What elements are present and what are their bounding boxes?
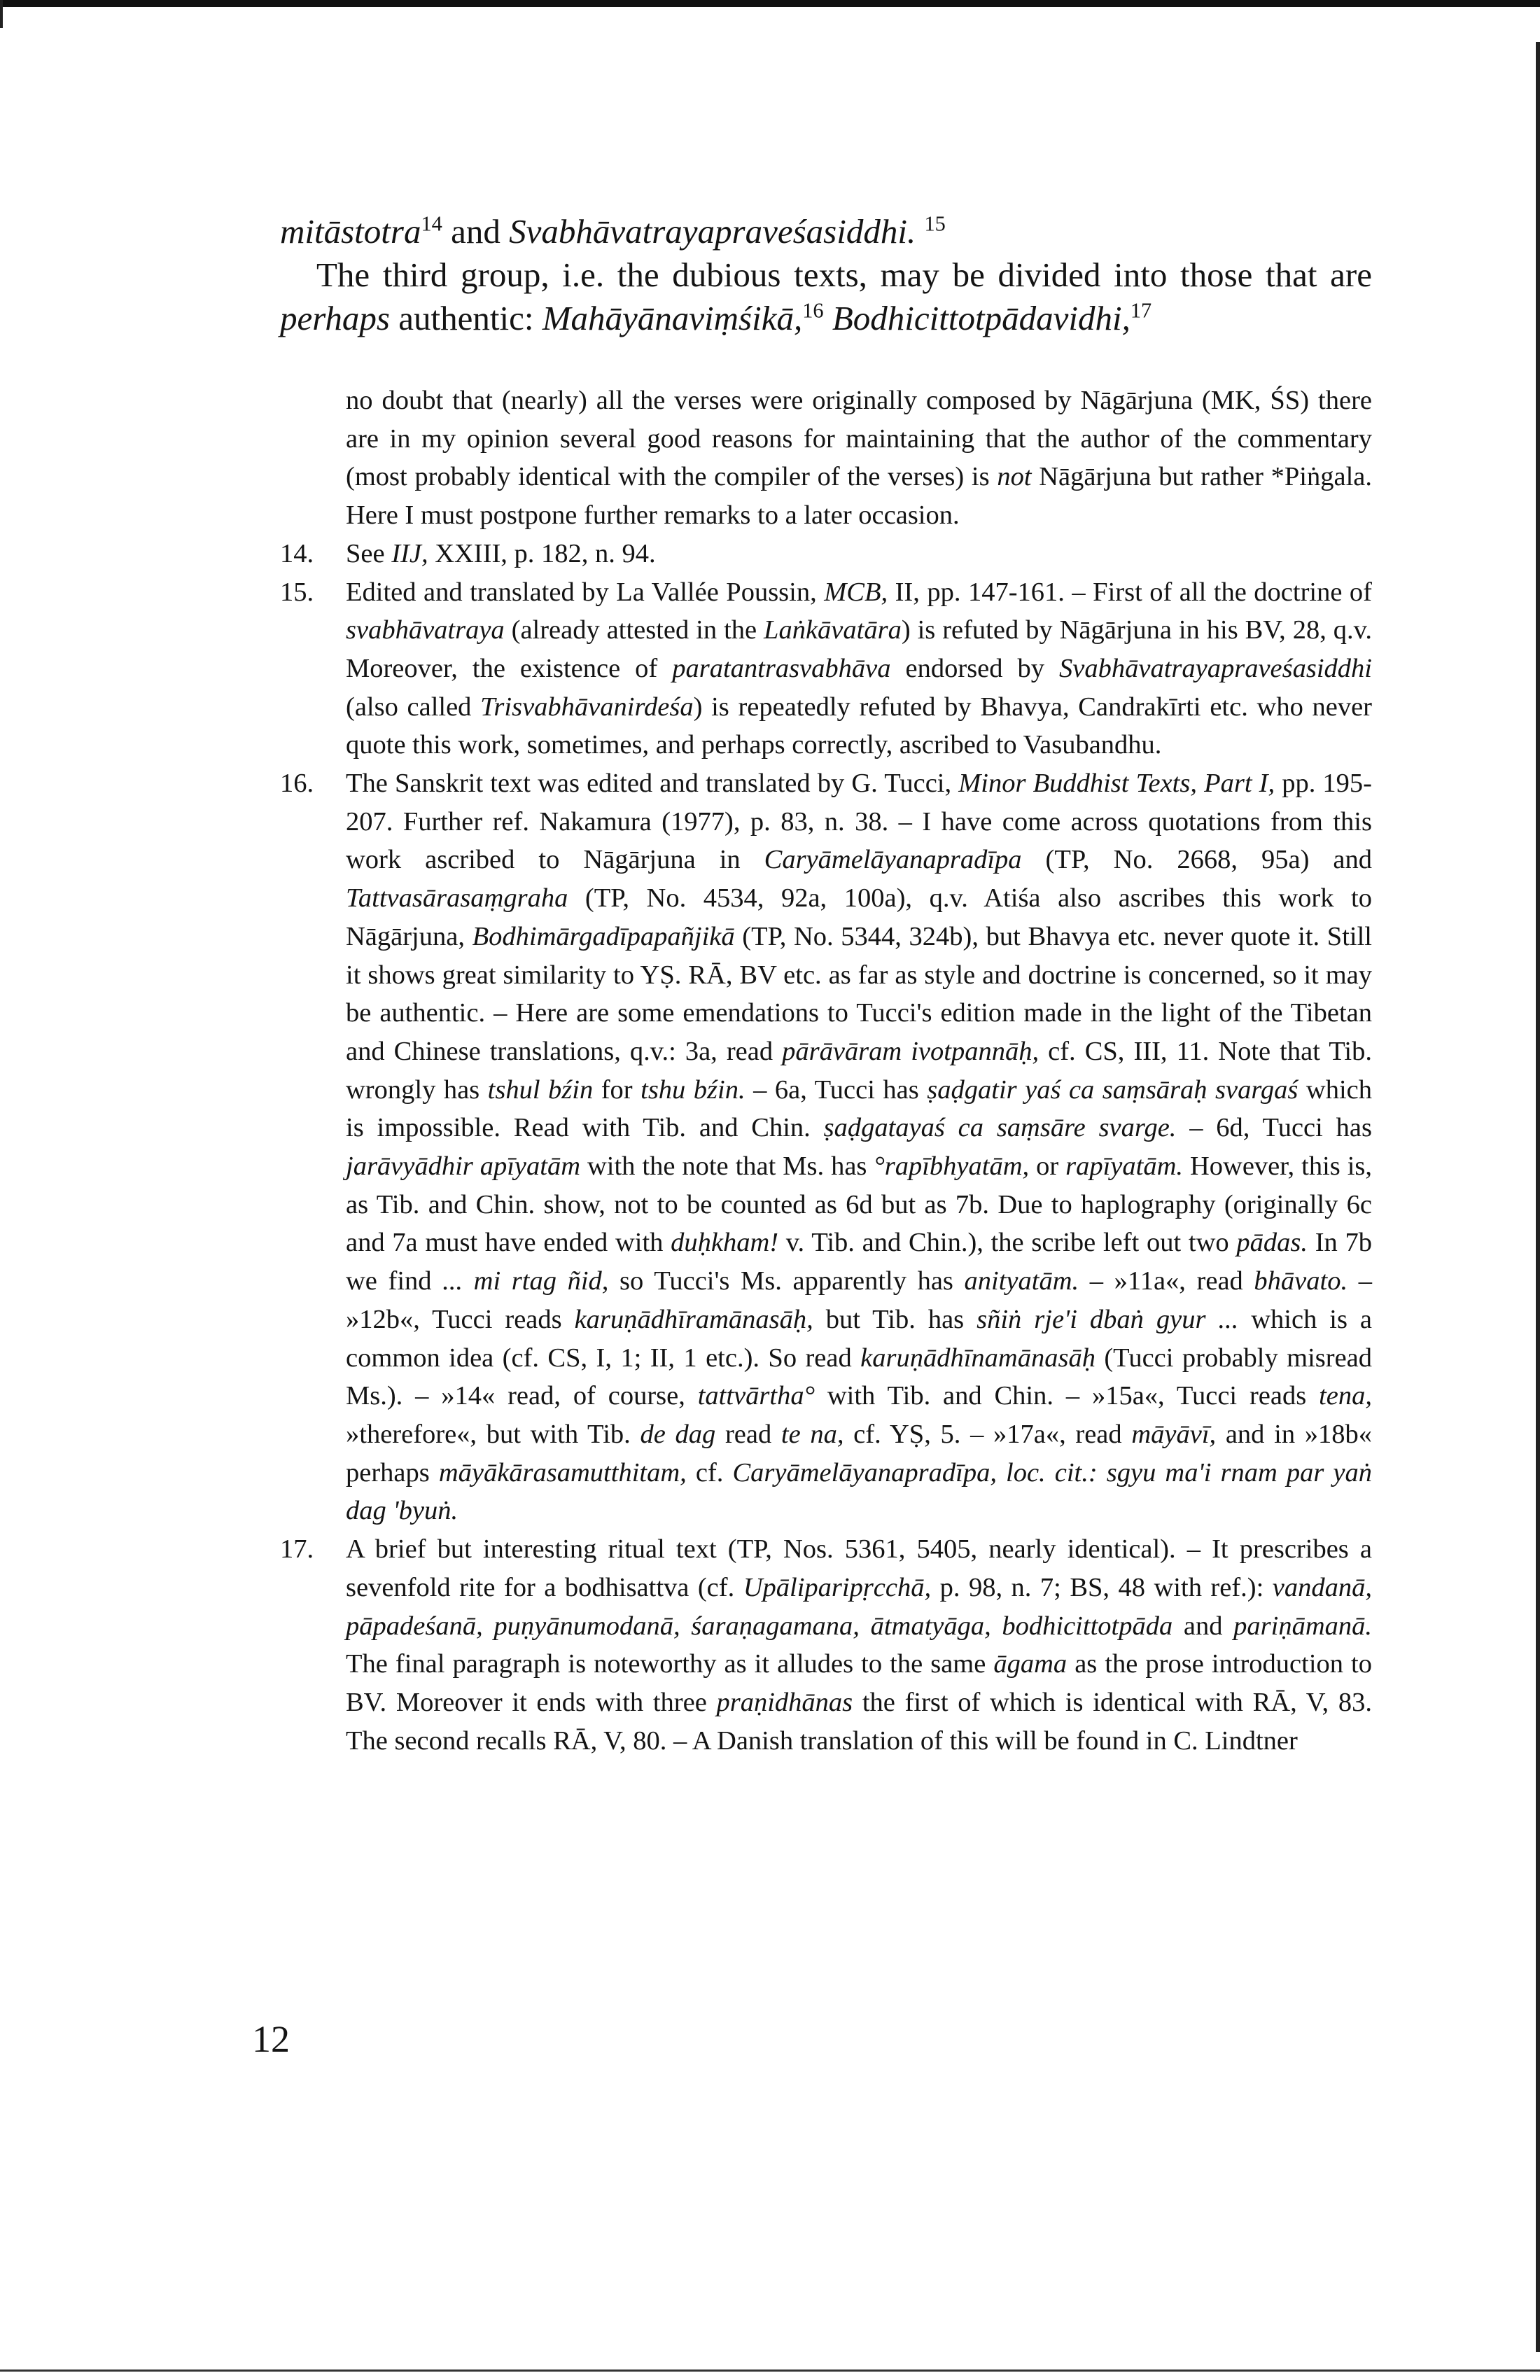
text-run: endorsed by [890, 653, 1060, 683]
text-run: However, this is, as Tib. and Chin. show, not to be counted as 6d but as 7b. Due to haplography (originally 6c and 7a must have ended with [346, 1152, 1372, 1258]
italic-text: bhāvato. [1254, 1266, 1348, 1296]
footnote-continuation [346, 382, 1372, 535]
italic-text: Minor Buddhist Texts, Part I, [958, 769, 1275, 799]
italic-text: sñiṅ rje'i dbaṅ gyur ... [976, 1304, 1239, 1334]
text-run: ) is repeatedly refuted by Bhavya, Candrakīrti etc. who never quote this work, sometimes, and perhaps correctly, ascribed to Vasubandhu. [346, 692, 1373, 760]
italic-text: MCB, [824, 577, 888, 607]
text-run: (TP, No. 5344, 324b), but Bhavya etc. never quote it. Still it shows great similarity to YṢ. RĀ, BV etc. as far as style and doctrine is concerned, so it may be authentic. – Here are some emendations to Tucci's edition made in the light of the Tibetan and Chinese translations, q.v.: 3a, read [346, 921, 1373, 1066]
main-text [280, 210, 1372, 340]
italic-text: Caryāmelāyanapradīpa, loc. cit.: sgyu ma'i rnam par yaṅ dag 'byuṅ. [346, 1457, 1372, 1526]
italic-text: mitāstotra [280, 212, 421, 251]
footnote-text [346, 539, 656, 568]
italic-text: Svabhāvatrayapraveśasiddhi [1059, 653, 1372, 683]
main-paragraph-2 [280, 253, 1372, 340]
text-run: Edited and translated by La Vallée Poussin, [346, 577, 825, 607]
italic-text: rapīyatām. [1065, 1152, 1184, 1182]
italic-text: anityatām. [964, 1266, 1079, 1296]
italic-text: āgama [993, 1649, 1068, 1679]
italic-text: Mahāyānaviṃśikā, [542, 299, 803, 337]
italic-text: karuṇādhīnamānasāḥ [860, 1343, 1096, 1373]
italic-text: jarāvyādhir apīyatām [346, 1152, 581, 1182]
text-run: II, pp. 147-161. – First of all the doctrine of [888, 577, 1372, 607]
text-run: ) is refuted by Nāgārjuna in his BV, 28, q.v. Moreover, the existence of [346, 615, 1373, 683]
text-run: read [715, 1419, 781, 1449]
text-run: (TP, No. 4534, 92a, 100a), q.v. Atiśa also ascribes this work to Nāgārjuna, [346, 883, 1372, 951]
text-run: (Tucci probably misread Ms.). – »14« read, of course, [346, 1343, 1373, 1411]
scan-edge-top [0, 0, 1540, 7]
text-run: no doubt that (nearly) all the verses were originally composed by Nāgārjuna (MK, ŚS) there are in my opinion several good reasons for maintaining that the author of the commentary (most probably identical with the compiler of the verses) is [346, 386, 1372, 492]
page-number: 12 [252, 2018, 290, 2060]
text-run: the first of which is identical with RĀ, V, 83. The second recalls RĀ, V, 80. – A Danish translation of this will be found in C. Lindtner [346, 1687, 1372, 1756]
footnote-17 [280, 1530, 1372, 1760]
footnote-number: 17. [280, 1534, 314, 1564]
italic-text: Upāliparipṛcchā, [743, 1572, 932, 1602]
text-run: In 7b we find [346, 1228, 1372, 1296]
footnote-number: 15. [280, 577, 314, 607]
footnote-number: 16. [280, 769, 314, 799]
text-run: and in »18b« perhaps [346, 1419, 1373, 1488]
text-run: – »11a«, read [1079, 1266, 1254, 1296]
footnote-ref: 14 [421, 211, 442, 236]
scan-edge-bottom [0, 2370, 1540, 2372]
italic-text: Tattvasārasaṃgraha [346, 883, 568, 913]
text-run: pp. 195-207. Further ref. Nakamura (1977), p. 83, n. 38. – I have come across quotations from this work ascribed to Nāgārjuna in [346, 769, 1372, 875]
scan-edge-right [1536, 42, 1540, 2352]
italic-text: Laṅkāvatāra [764, 615, 902, 645]
italic-text: vandanā, pāpadeśanā, puṇyānumodanā, śaraṇagamana, ātmatyāga, bodhicittotpāda [346, 1572, 1372, 1641]
footnote-text [346, 769, 1372, 1525]
text-run: with the note that Ms. has [580, 1152, 874, 1182]
italic-text: svabhāvatraya [346, 615, 505, 645]
text-run: or [1029, 1152, 1066, 1182]
italic-text: praṇidhānas [716, 1687, 853, 1717]
italic-text: pārāvāram ivotpannāḥ, [782, 1036, 1040, 1066]
footnote-ref: 17 [1130, 298, 1152, 323]
italic-text: māyāvī, [1131, 1419, 1217, 1449]
italic-text: Bodhimārgadīpapañjikā [472, 921, 735, 951]
italic-text: tshul bźin [487, 1074, 594, 1105]
text-run: authentic: [390, 299, 542, 337]
text-run: but Tib. has [813, 1304, 977, 1334]
text-run: cf. [686, 1457, 733, 1488]
text-run: which is impossible. Read with Tib. and Chin. [346, 1074, 1372, 1143]
italic-text: tattvārtha° [697, 1381, 815, 1411]
italic-text: karuṇādhīramānasāḥ, [574, 1304, 813, 1334]
text-run [916, 212, 924, 251]
italic-text: ... mi rtag ñid, [442, 1266, 609, 1296]
text-run: with Tib. and Chin. – »15a«, Tucci reads [815, 1381, 1320, 1411]
italic-text: Trisvabhāvanirdeśa [480, 692, 694, 722]
text-run: and [1172, 1611, 1234, 1641]
text-run: and [442, 212, 510, 251]
italic-text: Bodhicittotpādavidhi, [832, 299, 1130, 337]
text-run: so Tucci's Ms. apparently has [608, 1266, 965, 1296]
italic-text: tshu bźin. [640, 1074, 746, 1105]
text-run: XXIII, p. 182, n. 94. [428, 538, 656, 568]
text-run: See [346, 538, 392, 568]
text-run: The Sanskrit text was edited and translated by G. Tucci, [346, 769, 959, 799]
text-run: p. 98, n. 7; BS, 48 with ref.): [931, 1572, 1273, 1602]
text-run: (also called [346, 692, 481, 722]
footnote-16 [280, 764, 1372, 1530]
italic-text: °rapībhyatām, [874, 1152, 1030, 1182]
footnote-text [346, 578, 1372, 760]
footnote-15 [280, 573, 1372, 765]
footnote-14 [280, 535, 1372, 573]
footnote-ref: 15 [924, 211, 946, 236]
italic-text: Svabhāvatrayapraveśasiddhi. [509, 212, 916, 251]
italic-text: pādas. [1236, 1228, 1308, 1258]
text-run: – 6a, Tucci has [745, 1074, 927, 1105]
text-run: – 6d, Tucci has [1176, 1113, 1372, 1143]
footnote-number: 14. [280, 538, 314, 568]
text-run: which is a common idea (cf. CS, I, 1; II, 1 etc.). So read [346, 1304, 1373, 1373]
italic-text: pariṇāmanā. [1233, 1611, 1372, 1641]
scan-edge-left [0, 0, 3, 28]
italic-text: duḥkham! [671, 1228, 779, 1258]
text-run: v. Tib. and Chin.), the scribe left out two [778, 1228, 1237, 1258]
text-run: – »12b«, Tucci reads [346, 1266, 1372, 1334]
italic-text: māyākārasamutthitam, [438, 1457, 687, 1488]
text-run: »therefore«, but with Tib. [346, 1419, 640, 1449]
text-run: (already attested in the [504, 615, 764, 645]
footnotes [280, 382, 1372, 1760]
italic-text: ṣaḍgatir yaś ca saṃsāraḥ svargaś [927, 1074, 1298, 1105]
text-run: The third group, i.e. the dubious texts, may be divided into those that are [316, 255, 1372, 294]
footnote-text [346, 1534, 1372, 1756]
italic-text: ṣaḍgatayaś ca saṃsāre svarge. [823, 1113, 1177, 1143]
text-run [824, 299, 832, 337]
text-run: (TP, No. 2668, 95a) and [1021, 845, 1372, 875]
italic-text: te na, [780, 1419, 844, 1449]
italic-text: IIJ, [391, 538, 428, 568]
footnote-ref: 16 [802, 298, 824, 323]
text-run: for [593, 1074, 641, 1105]
footnote-list [280, 535, 1372, 1760]
main-line-1 [280, 210, 1372, 253]
italic-text: paratantrasvabhāva [672, 653, 891, 683]
italic-text: Caryāmelāyanapradīpa [764, 845, 1022, 875]
italic-text: not [997, 462, 1032, 492]
text-run: cf. YṢ, 5. – »17a«, read [844, 1419, 1132, 1449]
text-run: as the prose introduction to BV. Moreover it ends with three [346, 1649, 1372, 1717]
text-run: Nāgārjuna but rather *Piṅgala. Here I must postpone further remarks to a later occasion. [346, 462, 1372, 531]
italic-text: tena, [1319, 1381, 1372, 1411]
text-run: The final paragraph is noteworthy as it alludes to the same [346, 1649, 994, 1679]
italic-text: perhaps [280, 299, 391, 337]
text-run: A brief but interesting ritual text (TP, Nos. 5361, 5405, nearly identical). – It prescribes a sevenfold rite for a bodhisattva (cf. [346, 1534, 1372, 1602]
italic-text: de dag [640, 1419, 716, 1449]
text-run: cf. CS, III, 11. Note that Tib. wrongly has [346, 1036, 1372, 1105]
